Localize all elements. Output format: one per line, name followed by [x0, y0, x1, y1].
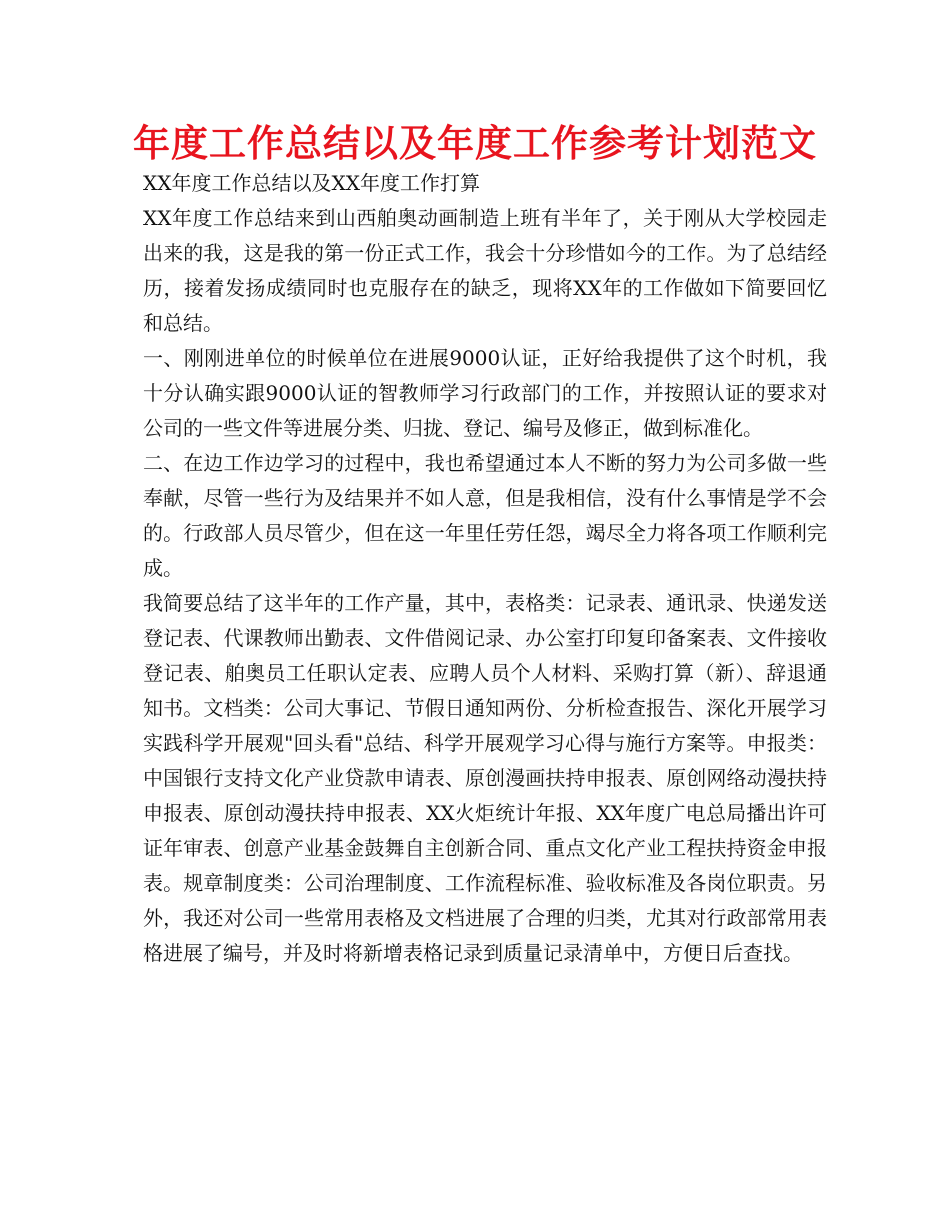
- document-body: [143, 166, 827, 971]
- paragraph-section-two: 二、在边工作边学习的过程中，我也希望通过本人不断的努力为公司多做一些奉献，尽管一些行为及结果并不如人意，但是我相信，没有什么事情是学不会的。行政部人员尽管少，但在这一年里任劳任怨，竭尽全力将各项工作顺利完成。: [143, 451, 827, 580]
- paragraph-intro: XX年度工作总结来到山西舶奥动画制造上班有半年了，关于刚从大学校园走出来的我，这是我的第一份正式工作，我会十分珍惜如今的工作。为了总结经历，接着发扬成绩同时也克服存在的缺乏，现将XX年的工作做如下简要回忆和总结。: [143, 206, 827, 335]
- document-title: 年度工作总结以及年度工作参考计划范文: [133, 122, 817, 165]
- document-subtitle: XX年度工作总结以及XX年度工作打算: [143, 171, 480, 195]
- paragraph-work-summary: 我简要总结了这半年的工作产量，其中，表格类：记录表、通讯录、快递发送登记表、代课教师出勤表、文件借阅记录、办公室打印复印备案表、文件接收登记表、舶奥员工任职认定表、应聘人员个人材料、采购打算（新）、辞退通知书。文档类：公司大事记、节假日通知两份、分析检查报告、深化开展学习实践科学开展观"回头看"总结、科学开展观学习心得与施行方案等。申报类：中国银行支持文化产业贷款申请表、原创漫画扶持申报表、原创网络动漫扶持申报表、原创动漫扶持申报表、XX火炬统计年报、XX年度广电总局播出许可证年审表、创意产业基金鼓舞自主创新合同、重点文化产业工程扶持资金申报表。规章制度类：公司治理制度、工作流程标准、验收标准及各岗位职责。另外，我还对公司一些常用表格及文档进展了合理的归类，尤其对行政部常用表格进展了编号，并及时将新增表格记录到质量记录清单中，方便日后查找。: [143, 591, 827, 965]
- paragraph-section-one: 一、刚刚进单位的时候单位在进展9000认证，正好给我提供了这个时机，我十分认确实跟9000认证的智教师学习行政部门的工作，并按照认证的要求对公司的一些文件等进展分类、归拢、登记、编号及修正，做到标准化。: [143, 346, 827, 440]
